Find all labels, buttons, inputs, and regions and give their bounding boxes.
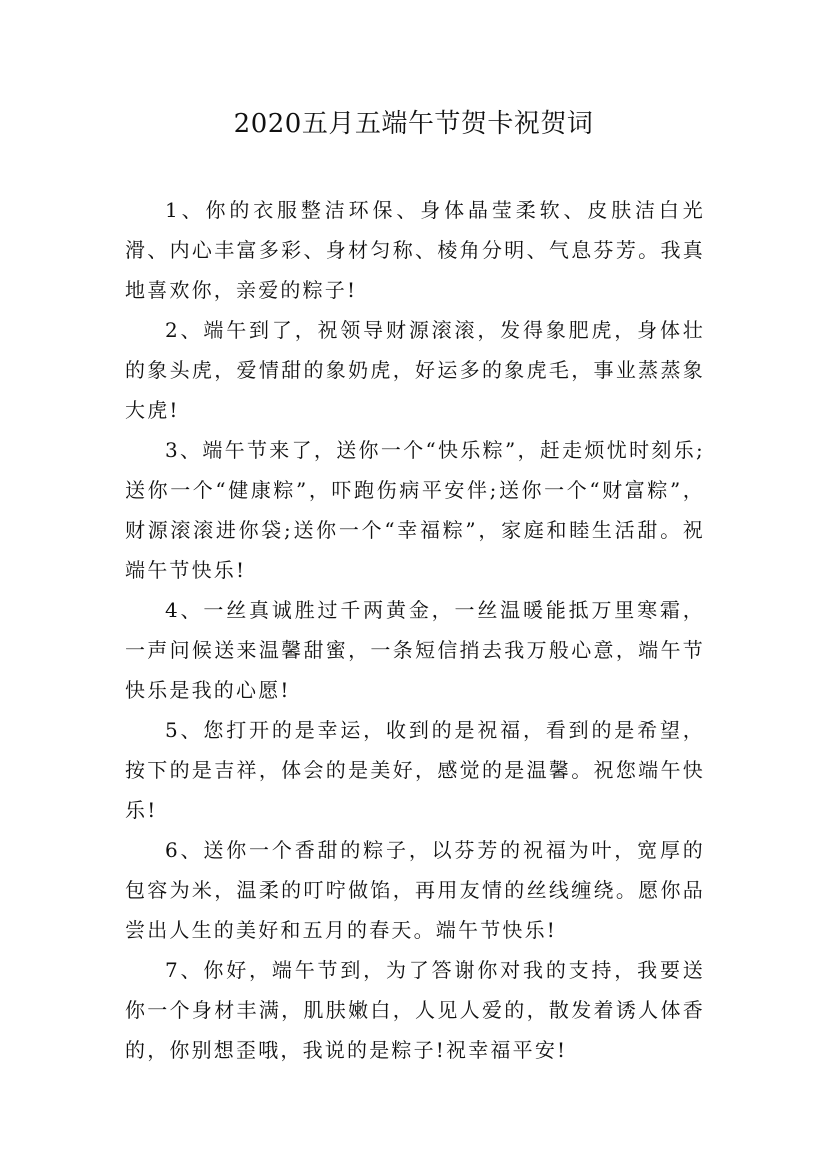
document-body: [125, 190, 705, 1070]
document-title: 2020五月五端午节贺卡祝贺词: [233, 109, 594, 139]
paragraph-2: 2、端午到了，祝领导财源滚滚，发得象肥虎，身体壮的象头虎，爱情甜的象奶虎，好运多的象虎毛，事业蒸蒸象大虎!: [125, 318, 705, 422]
paragraph-7: 7、你好，端午节到，为了答谢你对我的支持，我要送你一个身材丰满，肌肤嫩白，人见人爱的，散发着诱人体香的，你别想歪哦，我说的是粽子!祝幸福平安!: [125, 958, 705, 1062]
paragraph-5: 5、您打开的是幸运，收到的是祝福，看到的是希望，按下的是吉祥，体会的是美好，感觉的是温馨。祝您端午快乐!: [125, 718, 705, 822]
paragraph-3: 3、端午节来了，送你一个“快乐粽”，赶走烦忧时刻乐;送你一个“健康粽”，吓跑伤病平安伴;送你一个“财富粽”，财源滚滚进你袋;送你一个“幸福粽”，家庭和睦生活甜。祝端午节快乐!: [125, 438, 705, 582]
paragraph-1: 1、你的衣服整洁环保、身体晶莹柔软、皮肤洁白光滑、内心丰富多彩、身材匀称、棱角分明、气息芬芳。我真地喜欢你，亲爱的粽子!: [125, 198, 705, 302]
paragraph-4: 4、一丝真诚胜过千两黄金，一丝温暖能抵万里寒霜，一声问候送来温馨甜蜜，一条短信捎去我万般心意，端午节快乐是我的心愿!: [125, 598, 705, 702]
paragraph-6: 6、送你一个香甜的粽子，以芬芳的祝福为叶，宽厚的包容为米，温柔的叮咛做馅，再用友情的丝线缠绕。愿你品尝出人生的美好和五月的春天。端午节快乐!: [125, 838, 705, 942]
